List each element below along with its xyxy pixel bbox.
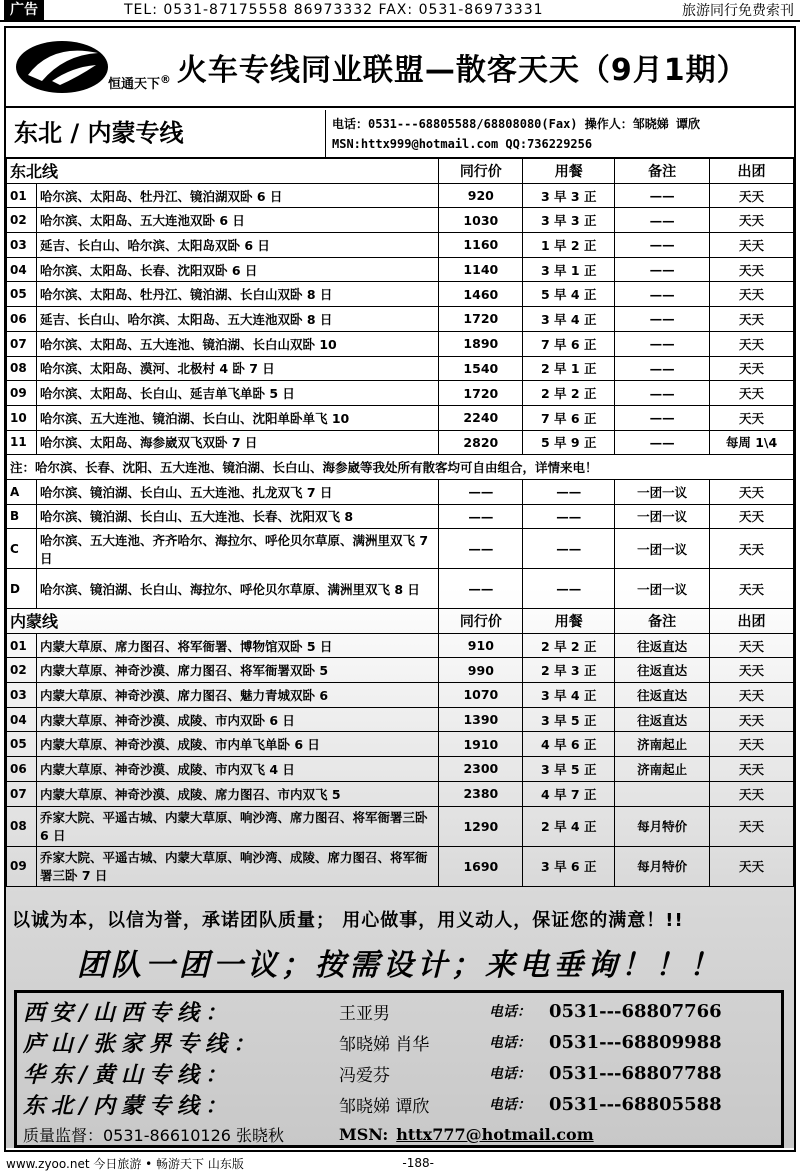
route-meal: 3 早 3 正 [523,208,615,233]
route-number: 01 [7,633,37,658]
table-row [7,633,794,658]
table-row [7,405,794,430]
route-name: 哈尔滨、镜泊湖、长白山、海拉尔、呼伦贝尔草原、满洲里双飞 8 日 [36,569,438,609]
route-number: 05 [7,732,37,757]
contact-tel-label: 电话： [489,1035,531,1051]
route-meal: 5 早 4 正 [523,282,615,307]
table-row [7,183,794,208]
route-price: 1890 [439,331,523,356]
col-note: 备注 [615,159,710,184]
route-departure: 天天 [710,846,794,886]
northeast-header-row [7,159,794,184]
route-price: 910 [439,633,523,658]
route-name: 延吉、长白山、哈尔滨、太阳岛、五大连池双卧 8 日 [36,307,438,332]
logo-text: 恒通天下® [108,72,171,92]
combination-note-row [7,455,794,480]
table-row [7,846,794,886]
route-note: —— [615,405,710,430]
route-price: 1390 [439,707,523,732]
contact-person: 邹晓娣 肖华 [339,1034,430,1055]
table-row [7,781,794,806]
contact-row [23,1026,783,1058]
route-price: 990 [439,658,523,683]
contact-row [23,995,783,1027]
route-number: 07 [7,331,37,356]
route-meal: 2 早 3 正 [523,658,615,683]
route-name: 哈尔滨、太阳岛、海参崴双飞双卧 7 日 [36,430,438,455]
table-row [7,806,794,846]
route-note: 往返直达 [615,658,710,683]
route-departure: 天天 [710,208,794,233]
col-price: 同行价 [439,609,523,634]
route-note: 济南起止 [615,732,710,757]
route-departure: 天天 [710,806,794,846]
northeast-table [6,158,794,609]
route-note: 济南起止 [615,757,710,782]
route-note [615,781,710,806]
route-departure: 天天 [710,331,794,356]
table-row [7,707,794,732]
route-departure: 天天 [710,732,794,757]
route-note: —— [615,183,710,208]
table-row [7,529,794,569]
route-number: C [7,529,37,569]
ad-tag: 广告 [4,0,44,20]
route-meal: 2 早 2 正 [523,381,615,406]
route-meal: —— [523,569,615,609]
msn-label: MSN: [339,1124,389,1144]
route-departure: 每周 1\4 [710,430,794,455]
route-meal: 2 早 4 正 [523,806,615,846]
route-name: 内蒙大草原、神奇沙漠、席力图召、将军衙署双卧 5 [36,658,438,683]
table-row [7,233,794,258]
route-number: 10 [7,405,37,430]
route-note: 一团一议 [615,504,710,529]
route-number: 05 [7,282,37,307]
route-meal: 2 早 2 正 [523,633,615,658]
route-number: 03 [7,683,37,708]
contact-tel-label: 电话： [489,1004,531,1020]
route-departure: 天天 [710,757,794,782]
contacts-box [14,990,784,1148]
route-name: 哈尔滨、五大连池、镜泊湖、长白山、沈阳单卧单飞 10 [36,405,438,430]
route-note: —— [615,307,710,332]
route-meal: 7 早 6 正 [523,331,615,356]
table-row [7,683,794,708]
route-name: 哈尔滨、太阳岛、漠河、北极村 4 卧 7 日 [36,356,438,381]
section-title: 东北 / 内蒙专线 [6,110,326,157]
route-number: 09 [7,846,37,886]
route-name: 哈尔滨、镜泊湖、长白山、五大连池、长春、沈阳双飞 8 [36,504,438,529]
route-departure: 天天 [710,233,794,258]
table-row [7,257,794,282]
route-note: 每月特价 [615,806,710,846]
route-price: 1140 [439,257,523,282]
route-price: 2300 [439,757,523,782]
route-meal: 3 早 6 正 [523,846,615,886]
route-name: 哈尔滨、太阳岛、长春、沈阳双卧 6 日 [36,257,438,282]
contact-tel: 0531---68809988 [549,1031,722,1053]
route-price: —— [439,529,523,569]
route-departure: 天天 [710,257,794,282]
route-number: 02 [7,208,37,233]
route-departure: 天天 [710,781,794,806]
route-departure: 天天 [710,504,794,529]
route-number: 02 [7,658,37,683]
page-title: 火车专线同业联盟—散客天天（9月1期） [176,53,748,88]
footer-site: www.zyoo.net 今日旅游 • 畅游天下 山东版 [6,1156,244,1171]
route-departure: 天天 [710,658,794,683]
table-row [7,569,794,609]
route-meal: 3 早 3 正 [523,183,615,208]
route-price: 2820 [439,430,523,455]
quality-row [23,1121,783,1147]
route-note: —— [615,208,710,233]
route-note: 一团一议 [615,569,710,609]
route-price: —— [439,479,523,504]
table-row [7,356,794,381]
route-name: 内蒙大草原、神奇沙漠、成陵、市内单飞单卧 6 日 [36,732,438,757]
route-number: 07 [7,781,37,806]
route-price: 1540 [439,356,523,381]
table-row [7,504,794,529]
route-number: B [7,504,37,529]
route-name: 内蒙大草原、神奇沙漠、席力图召、魅力青城双卧 6 [36,683,438,708]
northeast-title: 东北线 [7,159,439,184]
route-price: 1720 [439,381,523,406]
route-meal: 3 早 4 正 [523,683,615,708]
route-note: 往返直达 [615,683,710,708]
route-departure: 天天 [710,683,794,708]
route-number: 11 [7,430,37,455]
contact-line-name: 庐山/张家界专线： [23,1030,262,1057]
route-note: —— [615,356,710,381]
ad-header [6,28,794,108]
contact-person: 冯爱芬 [339,1065,390,1086]
route-note: —— [615,257,710,282]
route-price: —— [439,569,523,609]
contact-person: 王亚男 [339,1003,390,1024]
contact-tel: 0531---68805588 [549,1093,722,1115]
col-meal: 用餐 [523,159,615,184]
table-row [7,757,794,782]
col-note: 备注 [615,609,710,634]
mongolia-table [6,608,794,887]
route-price: 1070 [439,683,523,708]
route-departure: 天天 [710,707,794,732]
route-meal: 5 早 9 正 [523,430,615,455]
combination-note: 注：哈尔滨、长春、沈阳、五大连池、镜泊湖、长白山、海参崴等我处所有散客均可自由组合，详情来电！ [7,455,794,480]
route-price: 1910 [439,732,523,757]
route-departure: 天天 [710,282,794,307]
table-row [7,282,794,307]
route-price: 1720 [439,307,523,332]
route-name: 哈尔滨、太阳岛、五大连池双卧 6 日 [36,208,438,233]
route-note: —— [615,233,710,258]
route-name: 乔家大院、平遥古城、内蒙大草原、响沙湾、成陵、席力图召、将军衙署三卧 7 日 [36,846,438,886]
route-price: 920 [439,183,523,208]
col-departure: 出团 [710,159,794,184]
route-name: 哈尔滨、太阳岛、长白山、延吉单飞单卧 5 日 [36,381,438,406]
contact-tel: 0531---68807766 [549,1000,722,1022]
top-bar [0,0,800,22]
route-meal: —— [523,479,615,504]
route-number: 03 [7,233,37,258]
page-footer [0,1154,800,1172]
route-note: 每月特价 [615,846,710,886]
table-row [7,381,794,406]
route-note: 往返直达 [615,633,710,658]
page-number: -188- [402,1156,434,1170]
contact-line-name: 华东/黄山专线： [23,1061,234,1088]
route-number: D [7,569,37,609]
table-row [7,479,794,504]
route-note: —— [615,331,710,356]
route-name: 内蒙大草原、神奇沙漠、成陵、市内双飞 4 日 [36,757,438,782]
msn-link[interactable]: httx777@hotmail.com [396,1124,594,1144]
route-name: 内蒙大草原、神奇沙漠、成陵、市内双卧 6 日 [36,707,438,732]
contact-tel: 0531---68807788 [549,1062,722,1084]
route-name: 延吉、长白山、哈尔滨、太阳岛双卧 6 日 [36,233,438,258]
route-number: 04 [7,257,37,282]
col-meal: 用餐 [523,609,615,634]
route-meal: 4 早 7 正 [523,781,615,806]
section-contact [326,110,706,157]
route-price: 1690 [439,846,523,886]
route-meal: —— [523,529,615,569]
route-number: 04 [7,707,37,732]
route-number: A [7,479,37,504]
table-row [7,658,794,683]
quality-supervision: 质量监督：0531-86610126 张晓秋 [23,1125,285,1145]
company-logo [12,37,112,97]
route-name: 哈尔滨、镜泊湖、长白山、五大连池、扎龙双飞 7 日 [36,479,438,504]
route-number: 09 [7,381,37,406]
route-departure: 天天 [710,381,794,406]
route-note: —— [615,282,710,307]
route-meal: 3 早 5 正 [523,707,615,732]
route-name: 内蒙大草原、神奇沙漠、成陵、席力图召、市内双飞 5 [36,781,438,806]
section-bar [6,110,794,158]
route-meal: 3 早 5 正 [523,757,615,782]
route-name: 哈尔滨、太阳岛、五大连池、镜泊湖、长白山双卧 10 [36,331,438,356]
table-row [7,208,794,233]
route-price: 1160 [439,233,523,258]
contact-tel-label: 电话： [489,1097,531,1113]
contact-msn-qq: MSN:httx999@hotmail.com QQ:736229256 [332,137,593,151]
table-row [7,430,794,455]
table-row [7,732,794,757]
agency-phone: TEL: 0531-87175558 86973332 FAX: 0531-86973331 [124,2,544,18]
route-price: —— [439,504,523,529]
route-departure: 天天 [710,633,794,658]
route-meal: 7 早 6 正 [523,405,615,430]
table-row [7,307,794,332]
route-price: 1030 [439,208,523,233]
route-note: —— [615,430,710,455]
route-departure: 天天 [710,307,794,332]
contact-row [23,1057,783,1089]
contact-line-name: 东北/内蒙专线： [23,1092,234,1119]
ad-frame [4,26,796,1152]
route-departure: 天天 [710,529,794,569]
route-departure: 天天 [710,569,794,609]
route-departure: 天天 [710,405,794,430]
route-price: 2240 [439,405,523,430]
route-meal: 3 早 1 正 [523,257,615,282]
route-number: 06 [7,307,37,332]
route-price: 1460 [439,282,523,307]
route-number: 08 [7,806,37,846]
route-departure: 天天 [710,356,794,381]
route-number: 01 [7,183,37,208]
slogan-quality: 以诚为本，以信为誉，承诺团队质量； 用心做事，用义动人，保证您的满意！!! [12,910,684,931]
route-meal: 3 早 4 正 [523,307,615,332]
route-name: 内蒙大草原、席力图召、将军衙署、博物馆双卧 5 日 [36,633,438,658]
route-name: 哈尔滨、五大连池、齐齐哈尔、海拉尔、呼伦贝尔草原、满洲里双飞 7 日 [36,529,438,569]
route-meal: —— [523,504,615,529]
route-number: 08 [7,356,37,381]
route-meal: 1 早 2 正 [523,233,615,258]
table-row [7,331,794,356]
mongolia-title: 内蒙线 [7,609,439,634]
route-meal: 4 早 6 正 [523,732,615,757]
contact-line-name: 西安/山西专线： [23,999,234,1026]
contact-phone: 电话：0531---68805588/68808080(Fax) 操作人：邹晓娣 谭欣 [332,117,700,131]
route-note: 一团一议 [615,529,710,569]
route-price: 2380 [439,781,523,806]
route-note: 往返直达 [615,707,710,732]
contact-person: 邹晓娣 谭欣 [339,1096,430,1117]
route-name: 哈尔滨、太阳岛、牡丹江、镜泊湖、长白山双卧 8 日 [36,282,438,307]
route-note: 一团一议 [615,479,710,504]
route-name: 乔家大院、平遥古城、内蒙大草原、响沙湾、席力图召、将军衙署三卧 6 日 [36,806,438,846]
mongolia-header-row [7,609,794,634]
route-departure: 天天 [710,479,794,504]
col-departure: 出团 [710,609,794,634]
slogan-custom: 团队一团一议；按需设计；来电垂询！！！ [77,948,723,983]
route-price: 1290 [439,806,523,846]
col-price: 同行价 [439,159,523,184]
route-departure: 天天 [710,183,794,208]
route-note: —— [615,381,710,406]
route-name: 哈尔滨、太阳岛、牡丹江、镜泊湖双卧 6 日 [36,183,438,208]
route-number: 06 [7,757,37,782]
contact-row [23,1088,783,1120]
contact-tel-label: 电话： [489,1066,531,1082]
free-publication-note: 旅游同行免费索刊 [682,3,794,19]
route-meal: 2 早 1 正 [523,356,615,381]
